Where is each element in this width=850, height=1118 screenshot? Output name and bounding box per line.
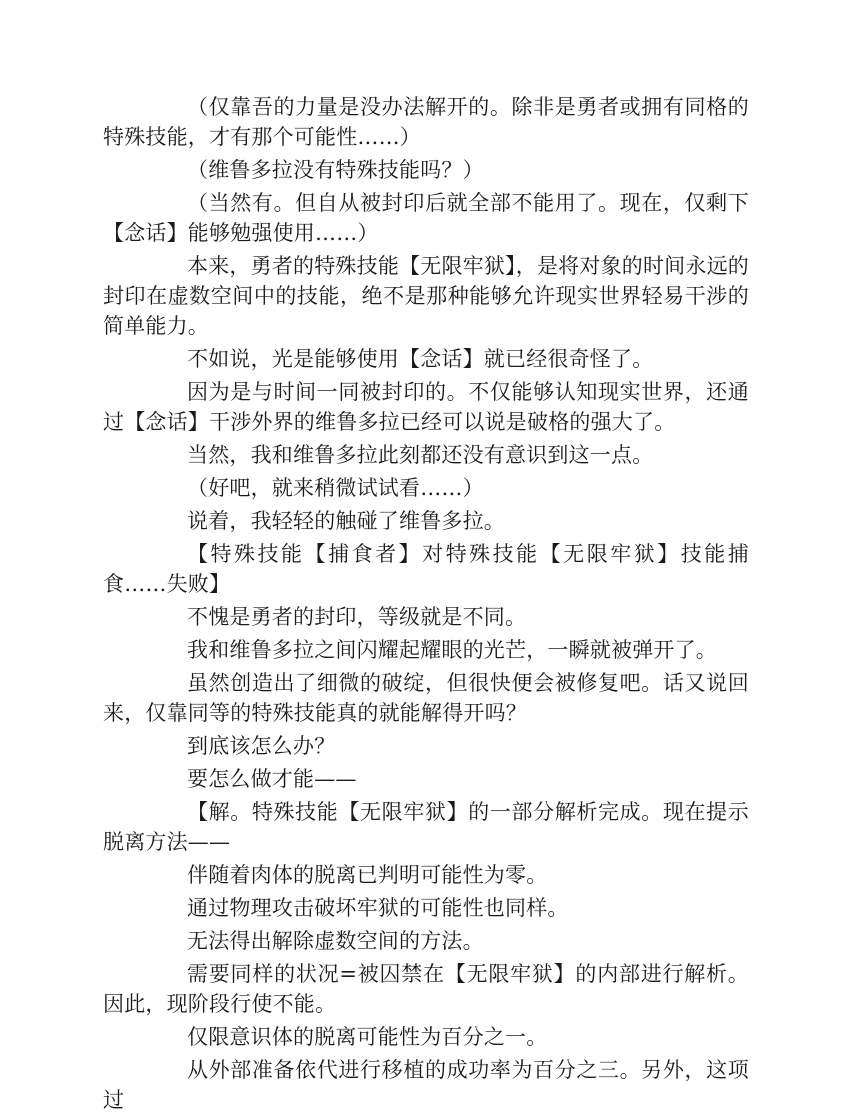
paragraph: 虽然创造出了细微的破绽，但很快便会被修复吧。话又说回来，仅靠同等的特殊技能真的就能解得开吗？ — [103, 671, 749, 725]
paragraph: 需要同样的状况=被囚禁在【无限牢狱】的内部进行解析。因此，现阶段行使不能。 — [103, 962, 749, 1016]
paragraph: 【特殊技能【捕食者】对特殊技能【无限牢狱】技能捕食……失败】 — [103, 542, 749, 596]
paragraph: 仅限意识体的脱离可能性为百分之一。 — [187, 1025, 548, 1049]
paragraph: （好吧，就来稍微试试看……） — [187, 476, 484, 500]
paragraph: 无法得出解除虚数空间的方法。 — [187, 929, 484, 953]
paragraph: 因为是与时间一同被封印的。不仅能够认知现实世界，还通过【念话】干涉外界的维鲁多拉已经可以说是破格的强大了。 — [103, 380, 749, 434]
paragraph: 从外部准备依代进行移植的成功率为百分之三。另外，这项过 — [103, 1058, 749, 1112]
paragraph: （当然有。但自从被封印后就全部不能用了。现在，仅剩下【念话】能够勉强使用……） — [103, 191, 749, 245]
paragraph: 我和维鲁多拉之间闪耀起耀眼的光芒，一瞬就被弹开了。 — [187, 638, 717, 662]
paragraph: 伴随着肉体的脱离已判明可能性为零。 — [187, 863, 548, 887]
paragraph: 要怎么做才能—— — [187, 767, 357, 791]
paragraph: （维鲁多拉没有特殊技能吗？） — [187, 158, 484, 182]
document-page — [103, 92, 749, 1118]
paragraph: 【解。特殊技能【无限牢狱】的一部分解析完成。现在提示脱离方法—— — [103, 800, 749, 854]
paragraph: 当然，我和维鲁多拉此刻都还没有意识到这一点。 — [187, 443, 654, 467]
paragraph: 不愧是勇者的封印，等级就是不同。 — [187, 605, 527, 629]
paragraph: 不如说，光是能够使用【念话】就已经很奇怪了。 — [187, 347, 654, 371]
paragraph: 通过物理攻击破坏牢狱的可能性也同样。 — [187, 896, 569, 920]
paragraph: （仅靠吾的力量是没办法解开的。除非是勇者或拥有同格的特殊技能，才有那个可能性……） — [103, 95, 749, 149]
paragraph: 说着，我轻轻的触碰了维鲁多拉。 — [187, 509, 505, 533]
paragraph: 到底该怎么办？ — [187, 734, 336, 758]
paragraph: 本来，勇者的特殊技能【无限牢狱】，是将对象的时间永远的封印在虚数空间中的技能，绝不是那种能够允许现实世界轻易干涉的简单能力。 — [103, 254, 749, 338]
